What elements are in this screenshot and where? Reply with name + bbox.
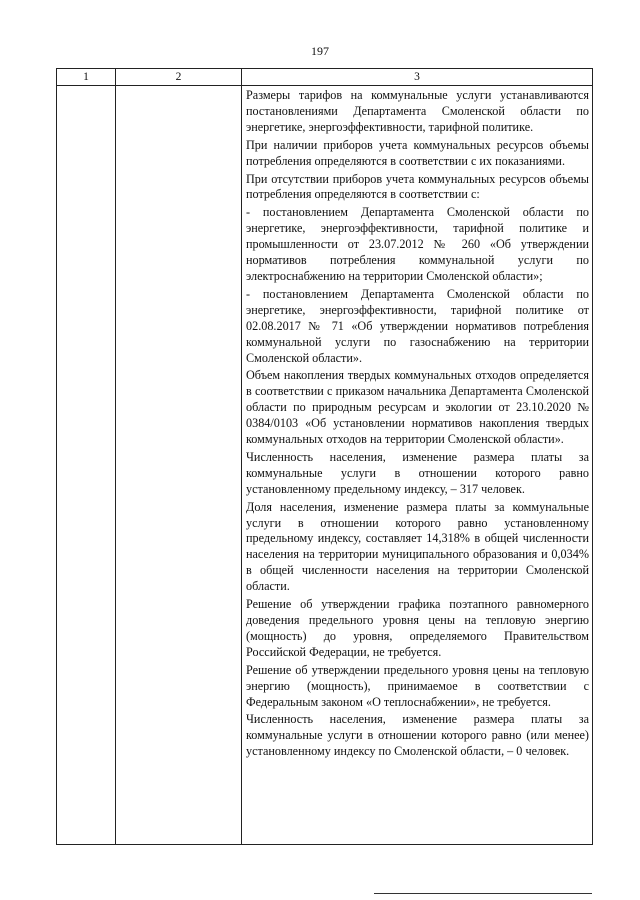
cell-col1	[57, 86, 116, 845]
page-number: 197	[311, 44, 329, 58]
paragraph-meters-present: При наличии приборов учета коммунальных ресурсов объемы потребления определяются в соответствии с их показаниями.	[246, 137, 589, 168]
paragraph-population-index: Численность населения, изменение размера платы за коммунальные услуги в отношении которого равно (или менее) установленному индексу по Смоленской области, – 0 человек.	[246, 712, 589, 759]
paragraph-heat-price-level: Решение об утверждении предельного уровня цены на тепловую энергию (мощность), принимаемое в соответствии с Федеральным законом «О теплоснабжении», не требуется.	[246, 662, 589, 709]
paragraph-tariffs: Размеры тарифов на коммунальные услуги устанавливаются постановлениями Департамента Смоленской области по энергетике, энергоэффективности, тарифной политике.	[246, 88, 589, 134]
header-cell-1: 1	[57, 69, 116, 86]
paragraph-resolution-71: - постановлением Департамента Смоленской области по энергетике, энергоэффективности, тарифной политике от 02.08.2017 № 71 «Об утверждении нормативов потребления коммунальной услуги по газоснабжению на территории Смоленской области».	[246, 286, 589, 365]
paragraph-resolution-260: - постановлением Департамента Смоленской области по энергетике, энергоэффективности, тарифной политике и промышленности от 23.07.2012 № 260 «Об утверждении нормативов потребления коммунальной услуги по электроснабжению на территории Смоленской области»;	[246, 205, 589, 283]
paragraph-population-share: Доля населения, изменение размера платы за коммунальные услуги в отношении которого равно установленному предельному индексу, составляет 14,318% в общей численности населения на территории муниципального образования и 0,034% в общей численности населения на территории Смоленской области.	[246, 499, 589, 594]
paragraph-waste-volume: Объем накопления твердых коммунальных отходов определяется в соответствии с приказом начальника Департамента Смоленской области по природным ресурсам и экологии от 23.10.2020 № 0384/0103 «Об установлении нормативов накопления твердых коммунальных отходов на территории Смоленской области».	[246, 368, 589, 447]
paragraph-meters-absent: При отсутствии приборов учета коммунальных ресурсов объемы потребления определяются в соответствии с:	[246, 171, 589, 202]
paragraph-heat-schedule: Решение об утверждении графика поэтапного равномерного доведения предельного уровня цены на тепловую энергию (мощность) до уровня, определяемого Правительством Российской Федерации, не требуется.	[246, 597, 589, 659]
cell-col2	[116, 86, 242, 845]
table-header-row	[57, 69, 593, 86]
header-cell-2: 2	[116, 69, 242, 86]
paragraph-population-count: Численность населения, изменение размера платы за коммунальные услуги в отношении которого равно установленному предельному индексу, – 317 человек.	[246, 449, 589, 496]
cell-col3	[242, 86, 593, 845]
header-cell-3: 3	[242, 69, 593, 86]
footer-rule	[374, 893, 592, 894]
table-row	[57, 86, 593, 845]
document-table	[56, 68, 593, 845]
